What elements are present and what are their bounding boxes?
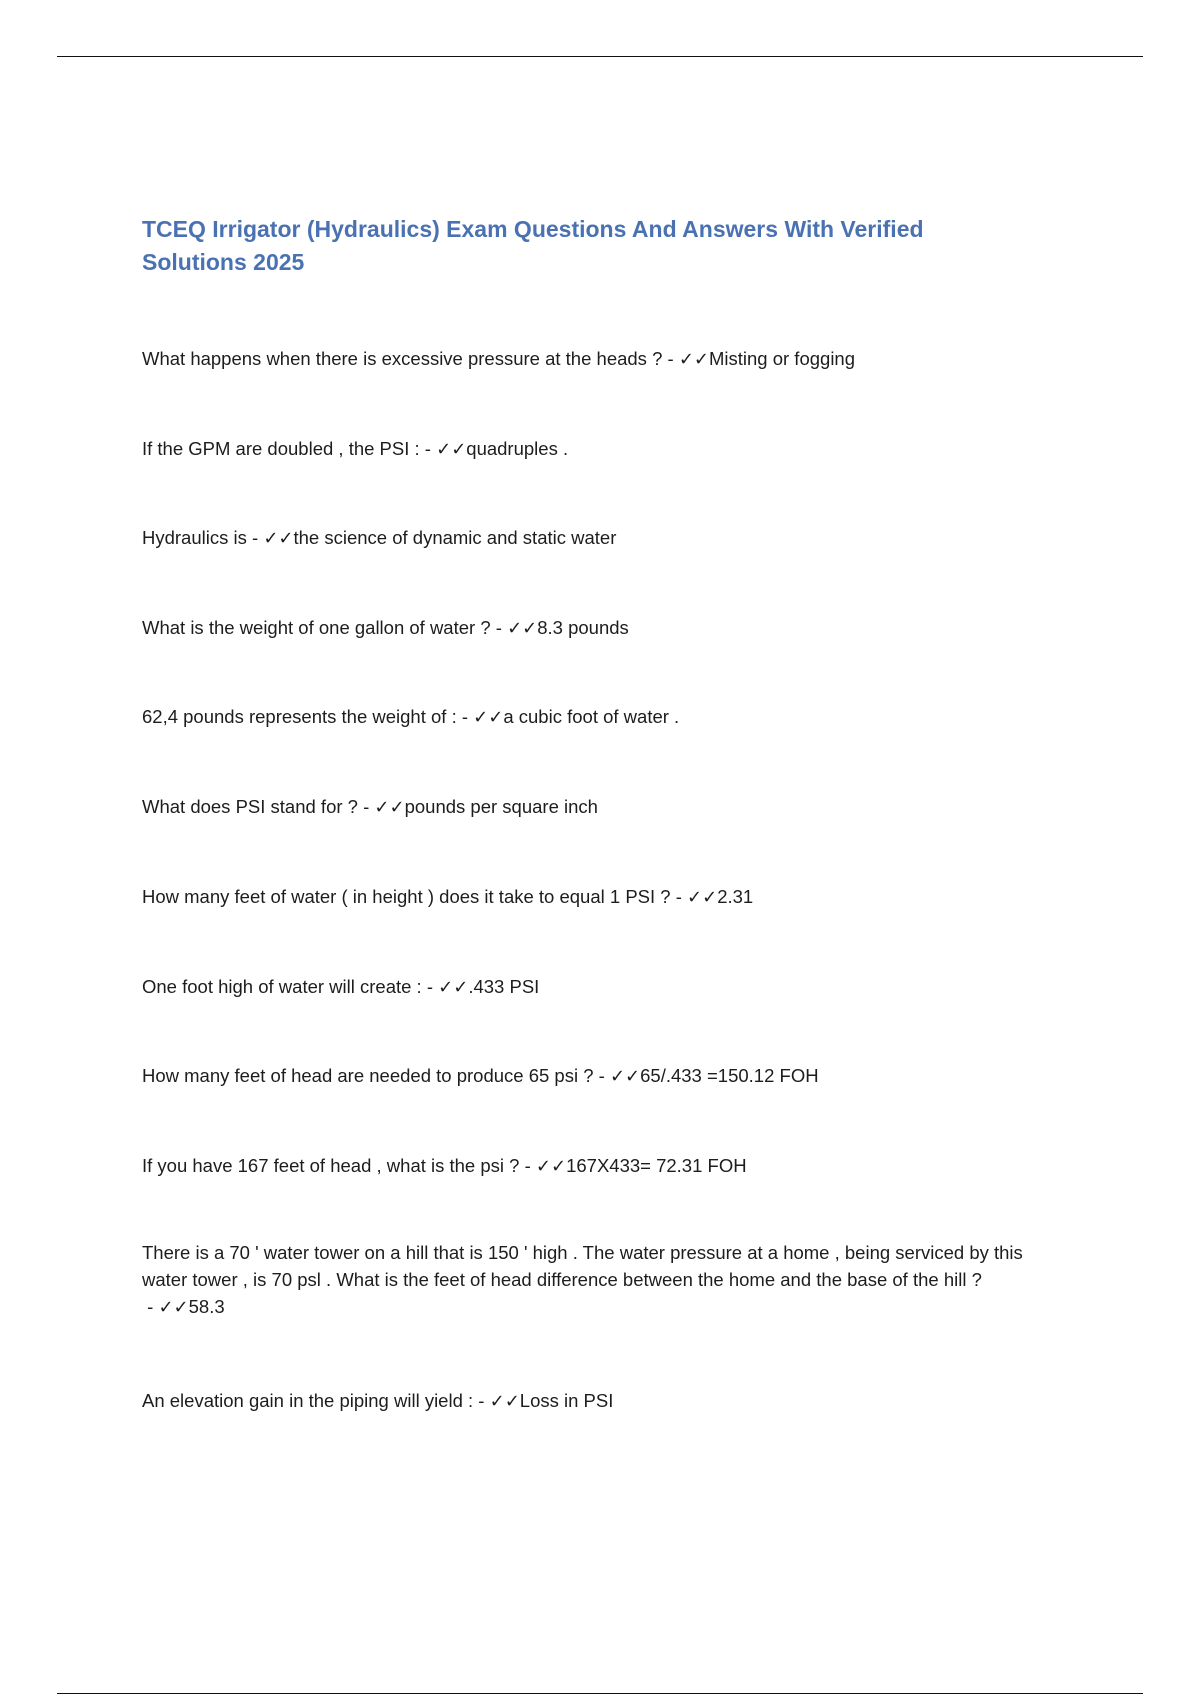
answer-text: .433 PSI — [468, 976, 540, 997]
check-icon: ✓✓ — [507, 618, 538, 639]
question-text: How many feet of water ( in height ) does it take to equal 1 PSI ? — [142, 886, 671, 907]
question-text: How many feet of head are needed to produce 65 psi ? — [142, 1065, 594, 1086]
qa-item — [142, 973, 1062, 1001]
question-text: One foot high of water will create : — [142, 976, 422, 997]
question-text: 62,4 pounds represents the weight of : — [142, 706, 457, 727]
question-text: If you have 167 feet of head , what is the psi ? — [142, 1155, 520, 1176]
qa-item — [142, 883, 1062, 911]
qa-item — [142, 1387, 1062, 1415]
answer-text: a cubic foot of water . — [503, 706, 680, 727]
qa-item — [142, 1239, 1062, 1321]
qa-item — [142, 614, 1062, 642]
answer-text: the science of dynamic and static water — [293, 527, 617, 548]
question-text: If the GPM are doubled , the PSI : — [142, 438, 420, 459]
check-icon: ✓✓ — [535, 1156, 567, 1177]
separator: - — [357, 796, 375, 817]
question-text: Hydraulics is — [142, 527, 247, 548]
question-text: What does PSI stand for ? — [142, 796, 358, 817]
separator: - — [246, 527, 264, 548]
qa-item — [142, 1152, 1062, 1180]
question-text: An elevation gain in the piping will yield : — [142, 1390, 474, 1411]
answer-text: 8.3 pounds — [537, 617, 629, 638]
answer-text: 2.31 — [717, 886, 754, 907]
answer-text: 167X433= 72.31 FOH — [566, 1155, 747, 1176]
check-icon: ✓✓ — [678, 349, 709, 370]
separator: - — [421, 976, 439, 997]
check-icon: ✓✓ — [374, 797, 405, 818]
qa-item — [142, 524, 1062, 552]
check-icon: ✓✓ — [438, 977, 469, 998]
check-icon: ✓✓ — [436, 439, 467, 460]
separator: - — [662, 348, 679, 369]
answer-text: Loss in PSI — [519, 1390, 614, 1411]
separator: - — [593, 1065, 610, 1086]
answer-text: 65/.433 =150.12 FOH — [640, 1065, 819, 1086]
answer-text: quadruples . — [466, 438, 569, 459]
separator: - — [142, 1296, 159, 1317]
separator: - — [456, 706, 474, 727]
check-icon: ✓✓ — [609, 1066, 641, 1087]
separator: - — [519, 1155, 536, 1176]
qa-item — [142, 345, 1062, 373]
separator: - — [419, 438, 437, 459]
check-icon: ✓✓ — [687, 887, 718, 908]
question-text: What is the weight of one gallon of water ? — [142, 617, 491, 638]
question-text: What happens when there is excessive pressure at the heads ? — [142, 348, 663, 369]
answer-text: 58.3 — [188, 1296, 225, 1317]
qa-item — [142, 793, 1062, 821]
check-icon: ✓✓ — [263, 528, 294, 549]
document-title: TCEQ Irrigator (Hydraulics) Exam Questions And Answers With Verified Solutions 2025 — [142, 216, 924, 275]
header-rule — [57, 56, 1143, 57]
check-icon: ✓✓ — [489, 1391, 520, 1412]
answer-text: Misting or fogging — [708, 348, 856, 369]
question-text: There is a 70 ' water tower on a hill that is 150 ' high . The water pressure at a home , being serviced by this water tower , is 70 psl . What is the feet of head difference between the home and the base of the hill ? — [142, 1242, 1023, 1290]
qa-item — [142, 1062, 1062, 1090]
check-icon: ✓✓ — [473, 707, 504, 728]
separator: - — [473, 1390, 490, 1411]
qa-item — [142, 435, 1062, 463]
qa-item — [142, 703, 1062, 731]
separator: - — [670, 886, 688, 907]
footer-rule — [57, 1693, 1143, 1694]
check-icon: ✓✓ — [158, 1297, 189, 1318]
separator: - — [490, 617, 508, 638]
answer-text: pounds per square inch — [404, 796, 598, 817]
